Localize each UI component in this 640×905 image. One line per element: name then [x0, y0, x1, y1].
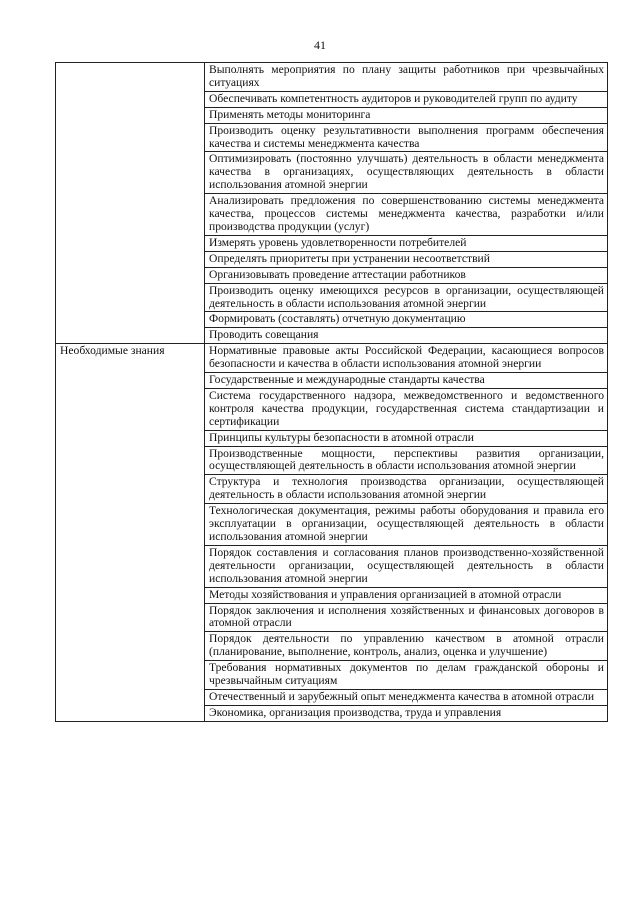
- requirement-item: Производственные мощности, перспективы развития организации, осуществляющей деятельность в области использования атомной энергии: [205, 446, 608, 475]
- requirement-item: Отечественный и зарубежный опыт менеджмента качества в атомной отрасли: [205, 689, 608, 705]
- table-row: [56, 63, 608, 92]
- requirement-item: Экономика, организация производства, труда и управления: [205, 705, 608, 721]
- page-number: 41: [314, 38, 326, 52]
- requirement-item: Структура и технология производства организации, осуществляющей деятельность в области использования атомной энергии: [205, 475, 608, 504]
- table-row: [56, 344, 608, 373]
- requirement-item: Порядок заключения и исполнения хозяйственных и финансовых договоров в атомной отрасли: [205, 603, 608, 632]
- requirement-item: Применять методы мониторинга: [205, 107, 608, 123]
- requirement-item: Измерять уровень удовлетворенности потребителей: [205, 235, 608, 251]
- requirement-item: Государственные и международные стандарты качества: [205, 373, 608, 389]
- requirement-item: Обеспечивать компетентность аудиторов и руководителей групп по аудиту: [205, 91, 608, 107]
- requirement-item: Оптимизировать (постоянно улучшать) деятельность в области менеджмента качества в организациях, осуществляющих деятельность в области использования атомной энергии: [205, 152, 608, 194]
- requirement-item: Порядок деятельности по управлению качеством в атомной отрасли (планирование, выполнение, контроль, анализ, оценка и улучшение): [205, 632, 608, 661]
- requirement-item: Анализировать предложения по совершенствованию системы менеджмента качества, процессов системы менеджмента качества, разработки и/или производства продукции (услуг): [205, 194, 608, 236]
- requirement-item: Порядок составления и согласования планов производственно-хозяйственной деятельности организации, осуществляющей деятельность в области использования атомной энергии: [205, 545, 608, 587]
- requirement-item: Организовывать проведение аттестации работников: [205, 267, 608, 283]
- competency-table: [55, 62, 608, 722]
- requirement-item: Система государственного надзора, межведомственного и ведомственного контроля качества продукции, государственная система стандартизации и сертификации: [205, 388, 608, 430]
- section-label: [56, 63, 205, 344]
- requirement-item: Технологическая документация, режимы работы оборудования и правила его эксплуатации в организации, осуществляющей деятельность в области использования атомной энергии: [205, 504, 608, 546]
- requirement-item: Выполнять мероприятия по плану защиты работников при чрезвычайных ситуациях: [205, 63, 608, 92]
- requirement-item: Принципы культуры безопасности в атомной отрасли: [205, 430, 608, 446]
- requirement-item: Требования нормативных документов по делам гражданской обороны и чрезвычайным ситуациям: [205, 661, 608, 690]
- requirement-item: Методы хозяйствования и управления организацией в атомной отрасли: [205, 587, 608, 603]
- requirement-item: Нормативные правовые акты Российской Федерации, касающиеся вопросов безопасности и качества в области использования атомной энергии: [205, 344, 608, 373]
- requirement-item: Определять приоритеты при устранении несоответствий: [205, 251, 608, 267]
- requirement-item: Проводить совещания: [205, 328, 608, 344]
- competency-table-body: [56, 63, 608, 722]
- requirement-item: Производить оценку имеющихся ресурсов в организации, осуществляющей деятельность в области использования атомной энергии: [205, 283, 608, 312]
- requirement-item: Формировать (составлять) отчетную документацию: [205, 312, 608, 328]
- section-label: Необходимые знания: [56, 344, 205, 722]
- requirement-item: Производить оценку результативности выполнения программ обеспечения качества и системы менеджмента качества: [205, 123, 608, 152]
